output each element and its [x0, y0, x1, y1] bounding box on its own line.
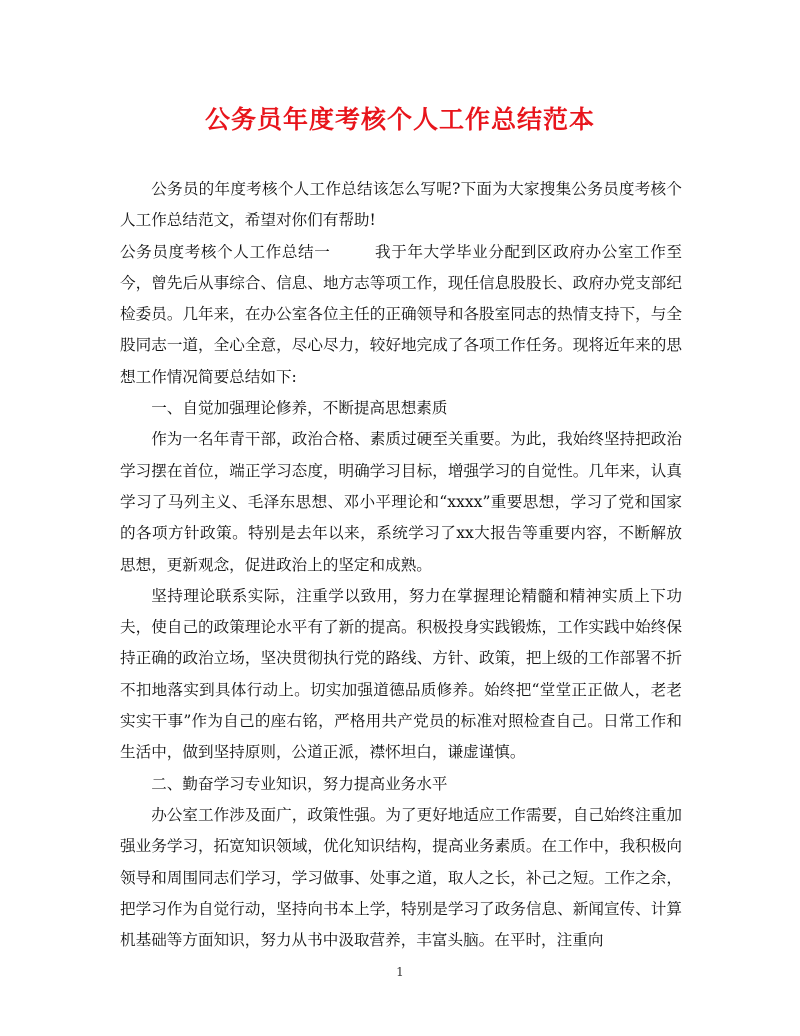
page-number: 1 [396, 965, 404, 979]
section-1-paragraph-1: 作为一名年青干部，政治合格、素质过硬至关重要。为此，我始终坚持把政治学习摆在首位，端正学习态度，明确学习目标，增强学习的自觉性。几年来，认真学习了马列主义、毛泽东思想、邓小平理论和“xxxx”重要思想，学习了党和国家的各项方针政策。特别是去年以来，系统学习了xx大报告等重要内容，不断解放思想，更新观念，促进政治上的坚定和成熟。 [120, 430, 682, 574]
intro-paragraph: 公务员的年度考核个人工作总结该怎么写呢?下面为大家搜集公务员度考核个人工作总结范文，希望对你们有帮助! [120, 180, 682, 230]
sample-opening-text: 我于年大学毕业分配到区政府办公室工作至今，曾先后从事综合、信息、地方志等项工作，现任信息股股长、政府办党支部纪检委员。几年来，在办公室各位主任的正确领导和各股室同志的热情支持下，与全股同志一道，全心全意，尽心尽力，较好地完成了各项工作任务。现将近年来的思想工作情况简要总结如下: [120, 242, 682, 386]
section-1-paragraph-2: 坚持理论联系实际，注重学以致用，努力在掌握理论精髓和精神实质上下功夫，使自己的政策理论水平有了新的提高。积极投身实践锻炼，工作实践中始终保持正确的政治立场，坚决贯彻执行党的路线、方针、政策，把上级的工作部署不折不扣地落实到具体行动上。切实加强道德品质修养。始终把“堂堂正正做人，老老实实干事”作为自己的座右铭，严格用共产党员的标准对照检查自己。日常工作和生活中，做到坚持原则，公道正派，襟怀坦白，谦虚谨慎。 [120, 586, 682, 762]
sample-heading: 公务员度考核个人工作总结一 [120, 242, 331, 261]
section-heading-1: 一、自觉加强理论修养，不断提高思想素质 [151, 399, 448, 418]
section-2-paragraph-1: 办公室工作涉及面广，政策性强。为了更好地适应工作需要，自己始终注重加强业务学习，拓宽知识领域，优化知识结构，提高业务素质。在工作中，我积极向领导和周围同志们学习，学习做事、处事之道，取人之长，补己之短。工作之余，把学习作为自觉行动，坚持向书本上学，特别是学习了政务信息、新闻宣传、计算机基础等方面知识，努力从书中汲取营养，丰富头脑。在平时，注重向 [120, 805, 682, 950]
document-title: 公务员年度考核个人工作总结范本 [204, 105, 595, 134]
document-body [120, 174, 682, 956]
section-heading-2: 二、勤奋学习专业知识，努力提高业务水平 [151, 774, 448, 793]
sample-opening-paragraph [120, 237, 682, 393]
